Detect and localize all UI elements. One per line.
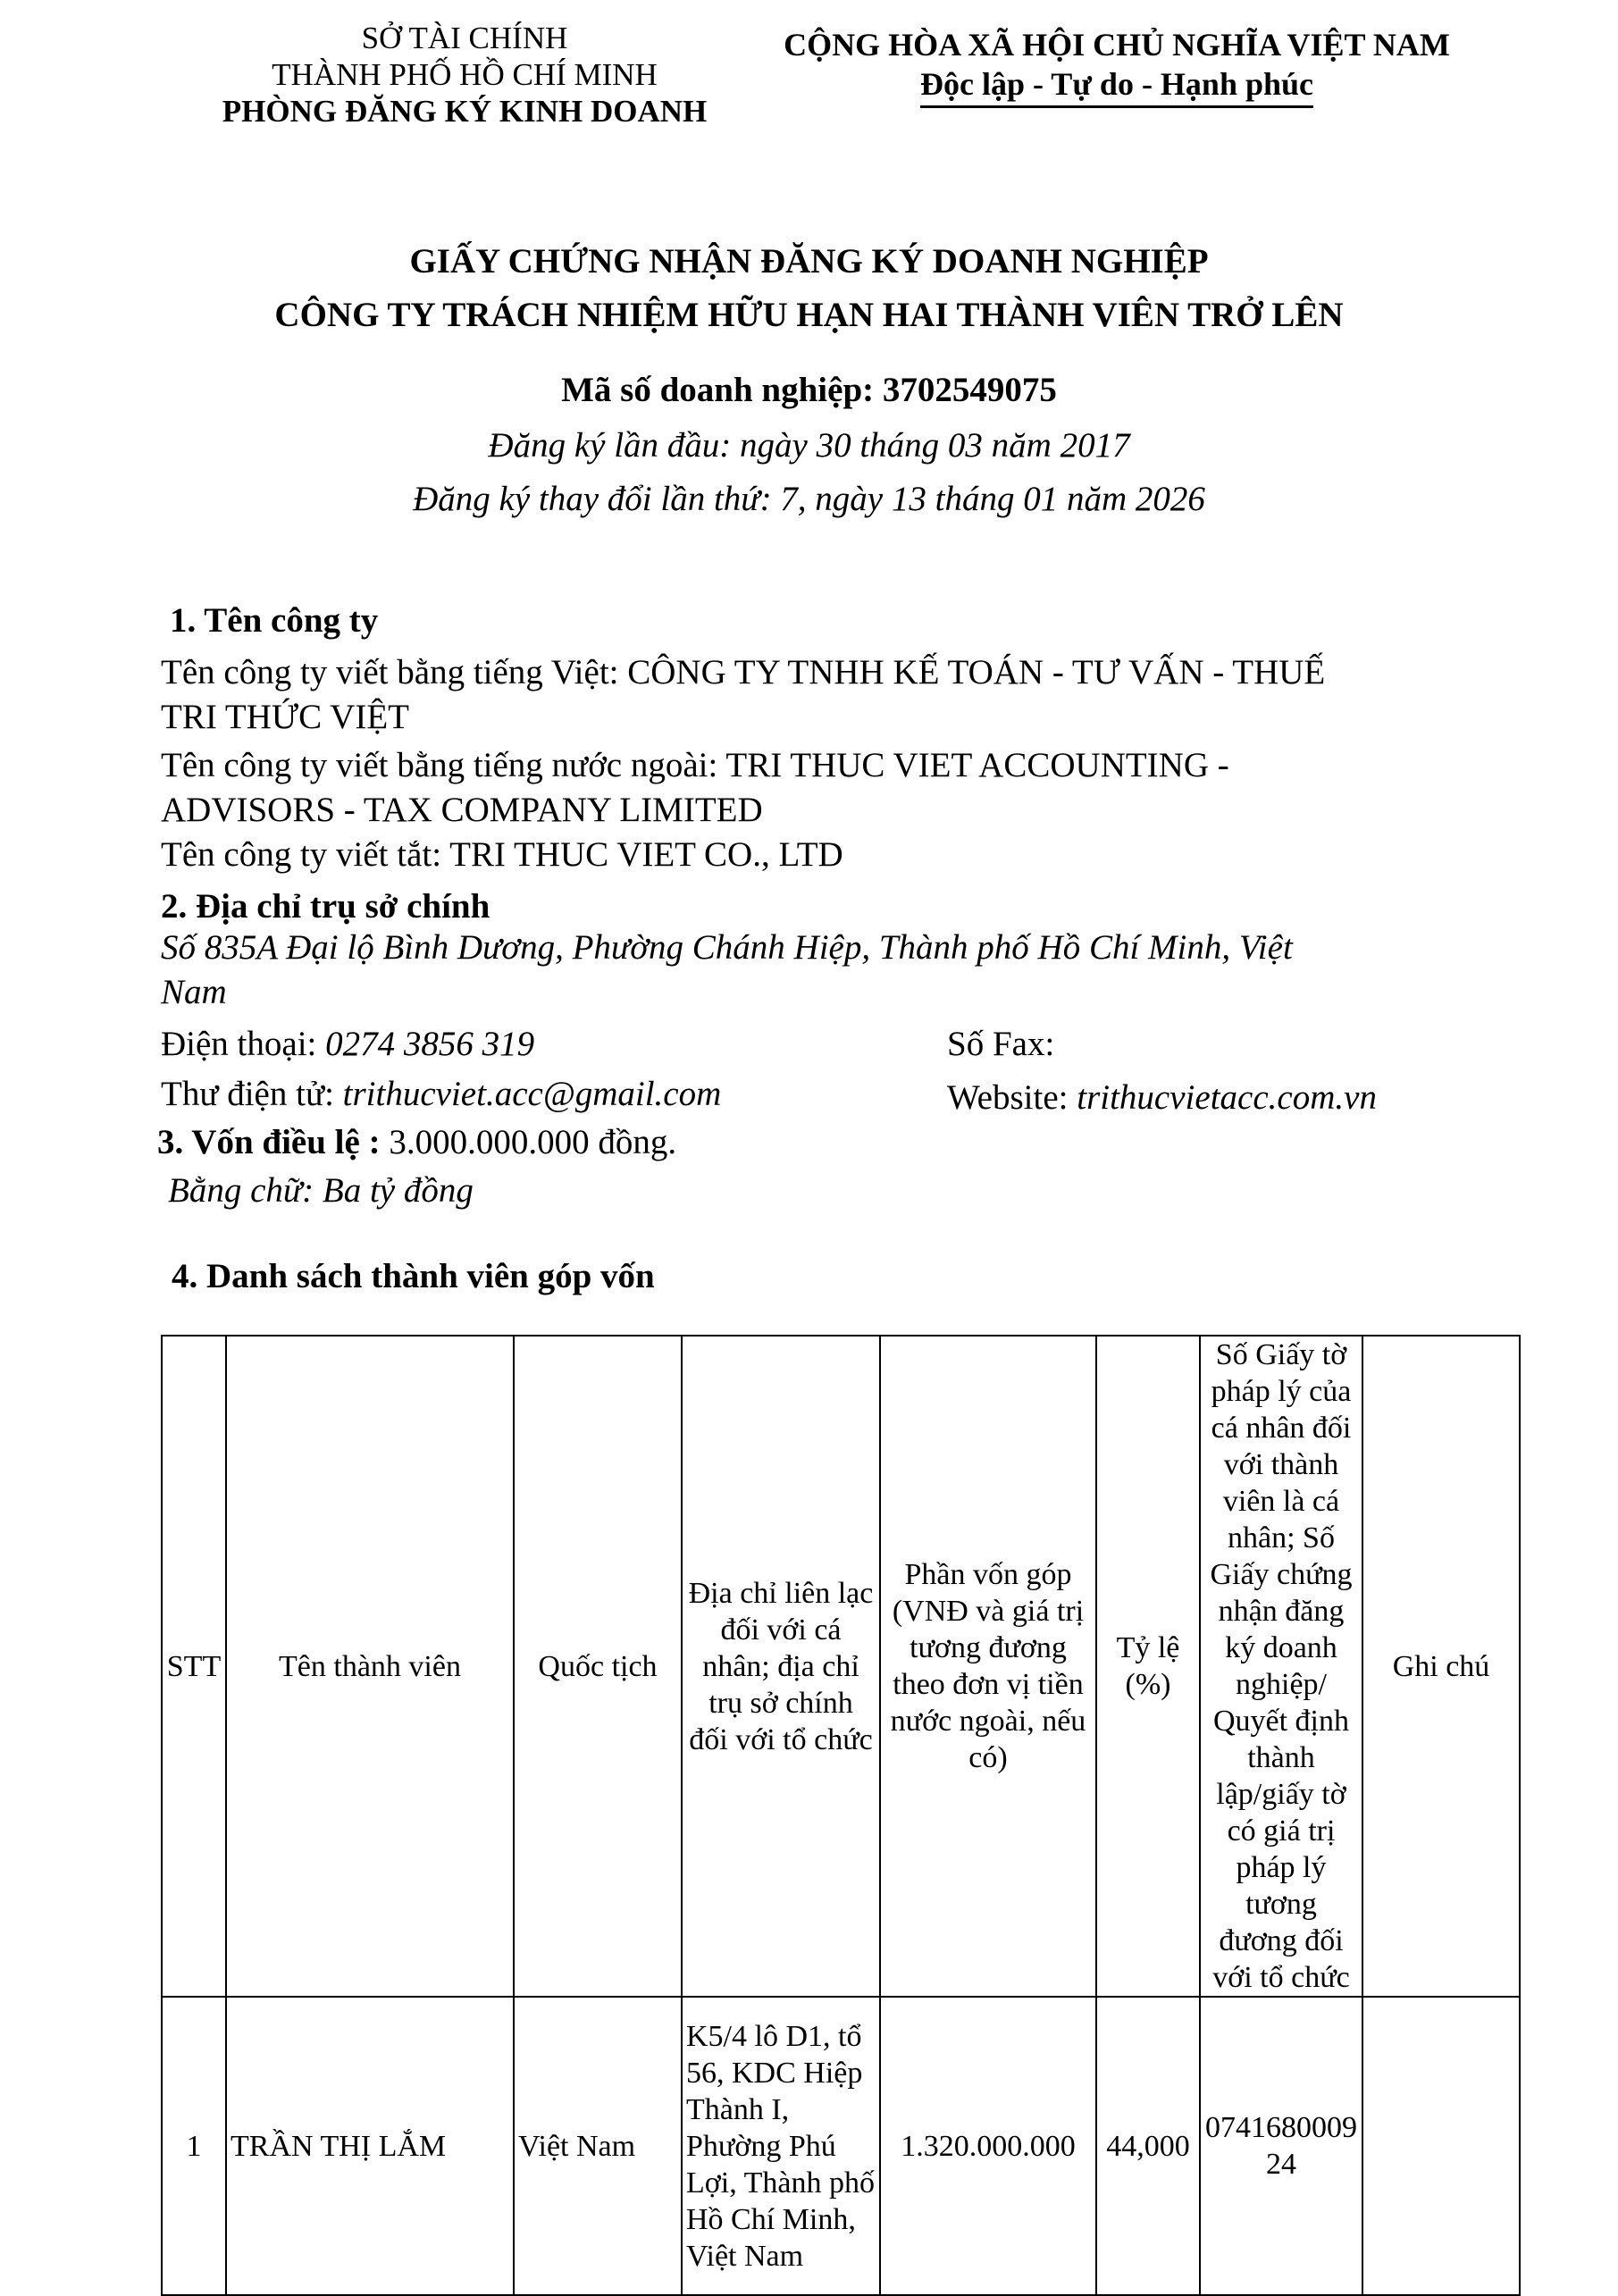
company-name-foreign-label: Tên công ty viết bằng tiếng nước ngoài: <box>161 746 726 784</box>
cell-stt: 1 <box>162 1997 226 2295</box>
website-label: Website: <box>947 1078 1077 1117</box>
business-code: Mã số doanh nghiệp: 3702549075 <box>561 371 1057 409</box>
company-name-vn-label: Tên công ty viết bằng tiếng Việt: <box>161 653 628 691</box>
section-2-heading: 2. Địa chỉ trụ sở chính <box>161 887 490 926</box>
charter-capital <box>157 1120 676 1165</box>
charter-capital-words: Bằng chữ: Ba tỷ đồng <box>168 1171 474 1210</box>
company-name-foreign-value-2: ADVISORS - TAX COMPANY LIMITED <box>161 791 763 829</box>
cell-ratio: 44,000 <box>1096 1997 1200 2295</box>
issuer-office: PHÒNG ĐĂNG KÝ KINH DOANH <box>222 94 708 129</box>
issuer-block <box>161 20 768 130</box>
table-row <box>162 1997 1520 2295</box>
company-name-foreign <box>161 743 1501 833</box>
company-name-vn-value-2: TRI THỨC VIỆT <box>161 698 409 736</box>
col-header-note: Ghi chú <box>1362 1336 1520 1997</box>
company-name-short <box>161 833 1501 877</box>
cell-legal-doc: 074168000924 <box>1200 1997 1362 2295</box>
col-header-name: Tên thành viên <box>226 1336 514 1997</box>
charter-capital-value: 3.000.000.000 đồng. <box>389 1123 677 1161</box>
national-header <box>777 25 1456 108</box>
email-label: Thư điện tử: <box>161 1075 343 1113</box>
phone <box>161 1022 534 1067</box>
col-header-ratio: Tỷ lệ (%) <box>1096 1336 1200 1997</box>
email <box>161 1072 721 1117</box>
change-registration: Đăng ký thay đổi lần thứ: 7, ngày 13 tháng 01 năm 2026 <box>413 480 1205 518</box>
company-name-short-label: Tên công ty viết tắt: <box>161 835 450 874</box>
col-header-address: Địa chỉ liên lạc đối với cá nhân; địa chỉ trụ sở chính đối với tổ chức <box>682 1336 880 1997</box>
phone-value: 0274 3856 319 <box>325 1025 535 1063</box>
email-value: trithucviet.acc@gmail.com <box>342 1075 722 1113</box>
website-value: trithucvietacc.com.vn <box>1077 1078 1377 1117</box>
members-table <box>161 1335 1521 2296</box>
address-line-2: Nam <box>161 973 227 1011</box>
issuer-line-1: SỞ TÀI CHÍNH <box>361 21 568 55</box>
col-header-legal-doc: Số Giấy tờ pháp lý của cá nhân đối với thành viên là cá nhân; Số Giấy chứng nhận đăng ký doanh nghiệp/ Quyết định thành lập/giấy tờ có giá trị pháp lý tương đương đối với tổ chức <box>1200 1336 1362 1997</box>
national-motto: Độc lập - Tự do - Hạnh phúc <box>920 64 1313 108</box>
section-3-heading: 3. Vốn điều lệ : <box>157 1123 390 1161</box>
section-1-heading: 1. Tên công ty <box>170 601 379 640</box>
cell-capital: 1.320.000.000 <box>880 1997 1096 2295</box>
company-name-vn <box>161 650 1501 740</box>
company-name-short-value: TRI THUC VIET CO., LTD <box>449 835 843 874</box>
company-name-foreign-value-1: TRI THUC VIET ACCOUNTING - <box>725 746 1229 784</box>
head-office-address <box>161 926 1501 1015</box>
cell-note <box>1362 1997 1520 2295</box>
company-name-vn-value-1: CÔNG TY TNHH KẾ TOÁN - TƯ VẤN - THUẾ <box>627 653 1326 691</box>
cell-address: K5/4 lô D1, tổ 56, KDC Hiệp Thành I, Phường Phú Lợi, Thành phố Hồ Chí Minh, Việt Nam <box>682 1997 880 2295</box>
cell-name: TRẦN THỊ LẮM <box>226 1997 514 2295</box>
fax-label: Số Fax: <box>947 1025 1055 1063</box>
address-line-1: Số 835A Đại lộ Bình Dương, Phường Chánh Hiệp, Thành phố Hồ Chí Minh, Việt <box>161 928 1293 967</box>
phone-label: Điện thoại: <box>161 1025 326 1063</box>
certificate-title: GIẤY CHỨNG NHẬN ĐĂNG KÝ DOANH NGHIỆP <box>409 242 1209 281</box>
col-header-stt: STT <box>162 1336 226 1997</box>
cell-nationality: Việt Nam <box>514 1997 682 2295</box>
col-header-capital: Phần vốn góp (VNĐ và giá trị tương đương theo đơn vị tiền nước ngoài, nếu có) <box>880 1336 1096 1997</box>
company-type: CÔNG TY TRÁCH NHIỆM HỮU HẠN HAI THÀNH VIÊN TRỞ LÊN <box>274 296 1344 334</box>
first-registration: Đăng ký lần đầu: ngày 30 tháng 03 năm 2017 <box>488 426 1130 465</box>
section-4-heading: 4. Danh sách thành viên góp vốn <box>172 1257 655 1295</box>
table-header-row <box>162 1336 1520 1997</box>
country-name: CỘNG HÒA XÃ HỘI CHỦ NGHĨA VIỆT NAM <box>784 27 1450 63</box>
website <box>947 1076 1377 1120</box>
issuer-line-2: THÀNH PHỐ HỒ CHÍ MINH <box>272 57 658 92</box>
col-header-nationality: Quốc tịch <box>514 1336 682 1997</box>
